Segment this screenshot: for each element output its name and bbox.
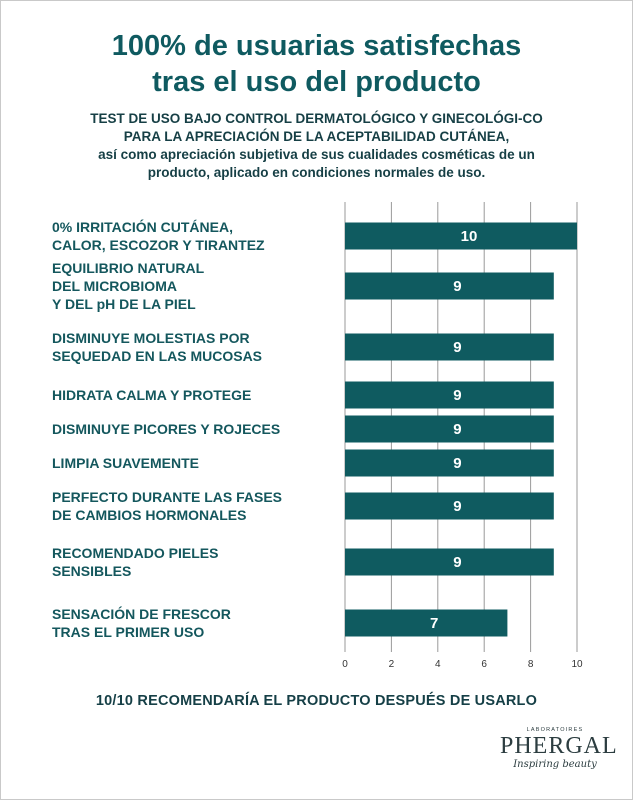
x-tick-label: 0 bbox=[342, 659, 348, 670]
bar bbox=[345, 273, 554, 300]
category-label: 0% IRRITACIÓN CUTÁNEA, CALOR, ESCOZOR Y TIRANTEZ bbox=[52, 219, 265, 253]
bar-value-label: 9 bbox=[453, 421, 462, 438]
category-label: DISMINUYE PICORES Y ROJECES bbox=[52, 421, 281, 437]
x-tick-label: 10 bbox=[571, 659, 583, 670]
category-label: HIDRATA CALMA Y PROTEGE bbox=[52, 387, 252, 403]
category-label: PERFECTO DURANTE LAS FASES DE CAMBIOS HORMONALES bbox=[52, 489, 282, 523]
bar-value-label: 10 bbox=[460, 228, 478, 245]
bar bbox=[345, 334, 554, 361]
title-line-1: 100% de usuarias satisfechas bbox=[111, 30, 522, 62]
bar-chart bbox=[0, 190, 633, 680]
x-tick-label: 2 bbox=[388, 659, 395, 670]
bar-value-label: 9 bbox=[453, 455, 462, 472]
x-tick-label: 4 bbox=[435, 659, 441, 670]
bar bbox=[345, 549, 554, 576]
subtitle bbox=[70, 110, 563, 182]
category-label: EQUILIBRIO NATURAL DEL MICROBIOMA Y DEL pH DE LA PIEL bbox=[52, 260, 205, 312]
x-tick-label: 6 bbox=[481, 659, 487, 670]
category-label: SENSACIÓN DE FRESCOR TRAS EL PRIMER USO bbox=[52, 606, 231, 640]
bar-value-label: 9 bbox=[453, 339, 462, 356]
category-label: RECOMENDADO PIELES SENSIBLES bbox=[52, 545, 219, 579]
bar-value-label: 9 bbox=[453, 498, 462, 515]
bar bbox=[345, 493, 554, 520]
bar bbox=[345, 382, 554, 409]
bar bbox=[345, 610, 507, 637]
category-label: DISMINUYE MOLESTIAS POR SEQUEDAD EN LAS MUCOSAS bbox=[52, 330, 263, 364]
phergal-logo bbox=[500, 727, 618, 785]
title-line-2: tras el uso del producto bbox=[152, 66, 481, 98]
bar-value-label: 7 bbox=[430, 615, 439, 632]
logo-brand: PHERGAL bbox=[500, 733, 618, 759]
bar bbox=[345, 416, 554, 443]
bar-value-label: 9 bbox=[453, 387, 462, 404]
category-label: LIMPIA SUAVEMENTE bbox=[52, 455, 200, 471]
logo-tagline: Inspiring beauty bbox=[513, 759, 597, 770]
bar-value-label: 9 bbox=[453, 278, 462, 295]
logo-lab-text: LABORATOIRES bbox=[526, 727, 584, 733]
x-tick-label: 8 bbox=[527, 659, 534, 670]
page-title bbox=[0, 28, 633, 100]
subtitle-lower: así como apreciación subjetiva de sus cualidades cosméticas de un producto, aplicado en condiciones normales de uso. bbox=[98, 147, 535, 180]
footer-note: 10/10 RECOMENDARÍA EL PRODUCTO DESPUÉS DE USARLO bbox=[95, 693, 538, 709]
bar bbox=[345, 450, 554, 477]
subtitle-upper: TEST DE USO BAJO CONTROL DERMATOLÓGICO Y GINECOLÓGI-CO PARA LA APRECIACIÓN DE LA ACEPTABILIDAD CUTÁNEA, bbox=[90, 111, 543, 144]
bar-value-label: 9 bbox=[453, 554, 462, 571]
